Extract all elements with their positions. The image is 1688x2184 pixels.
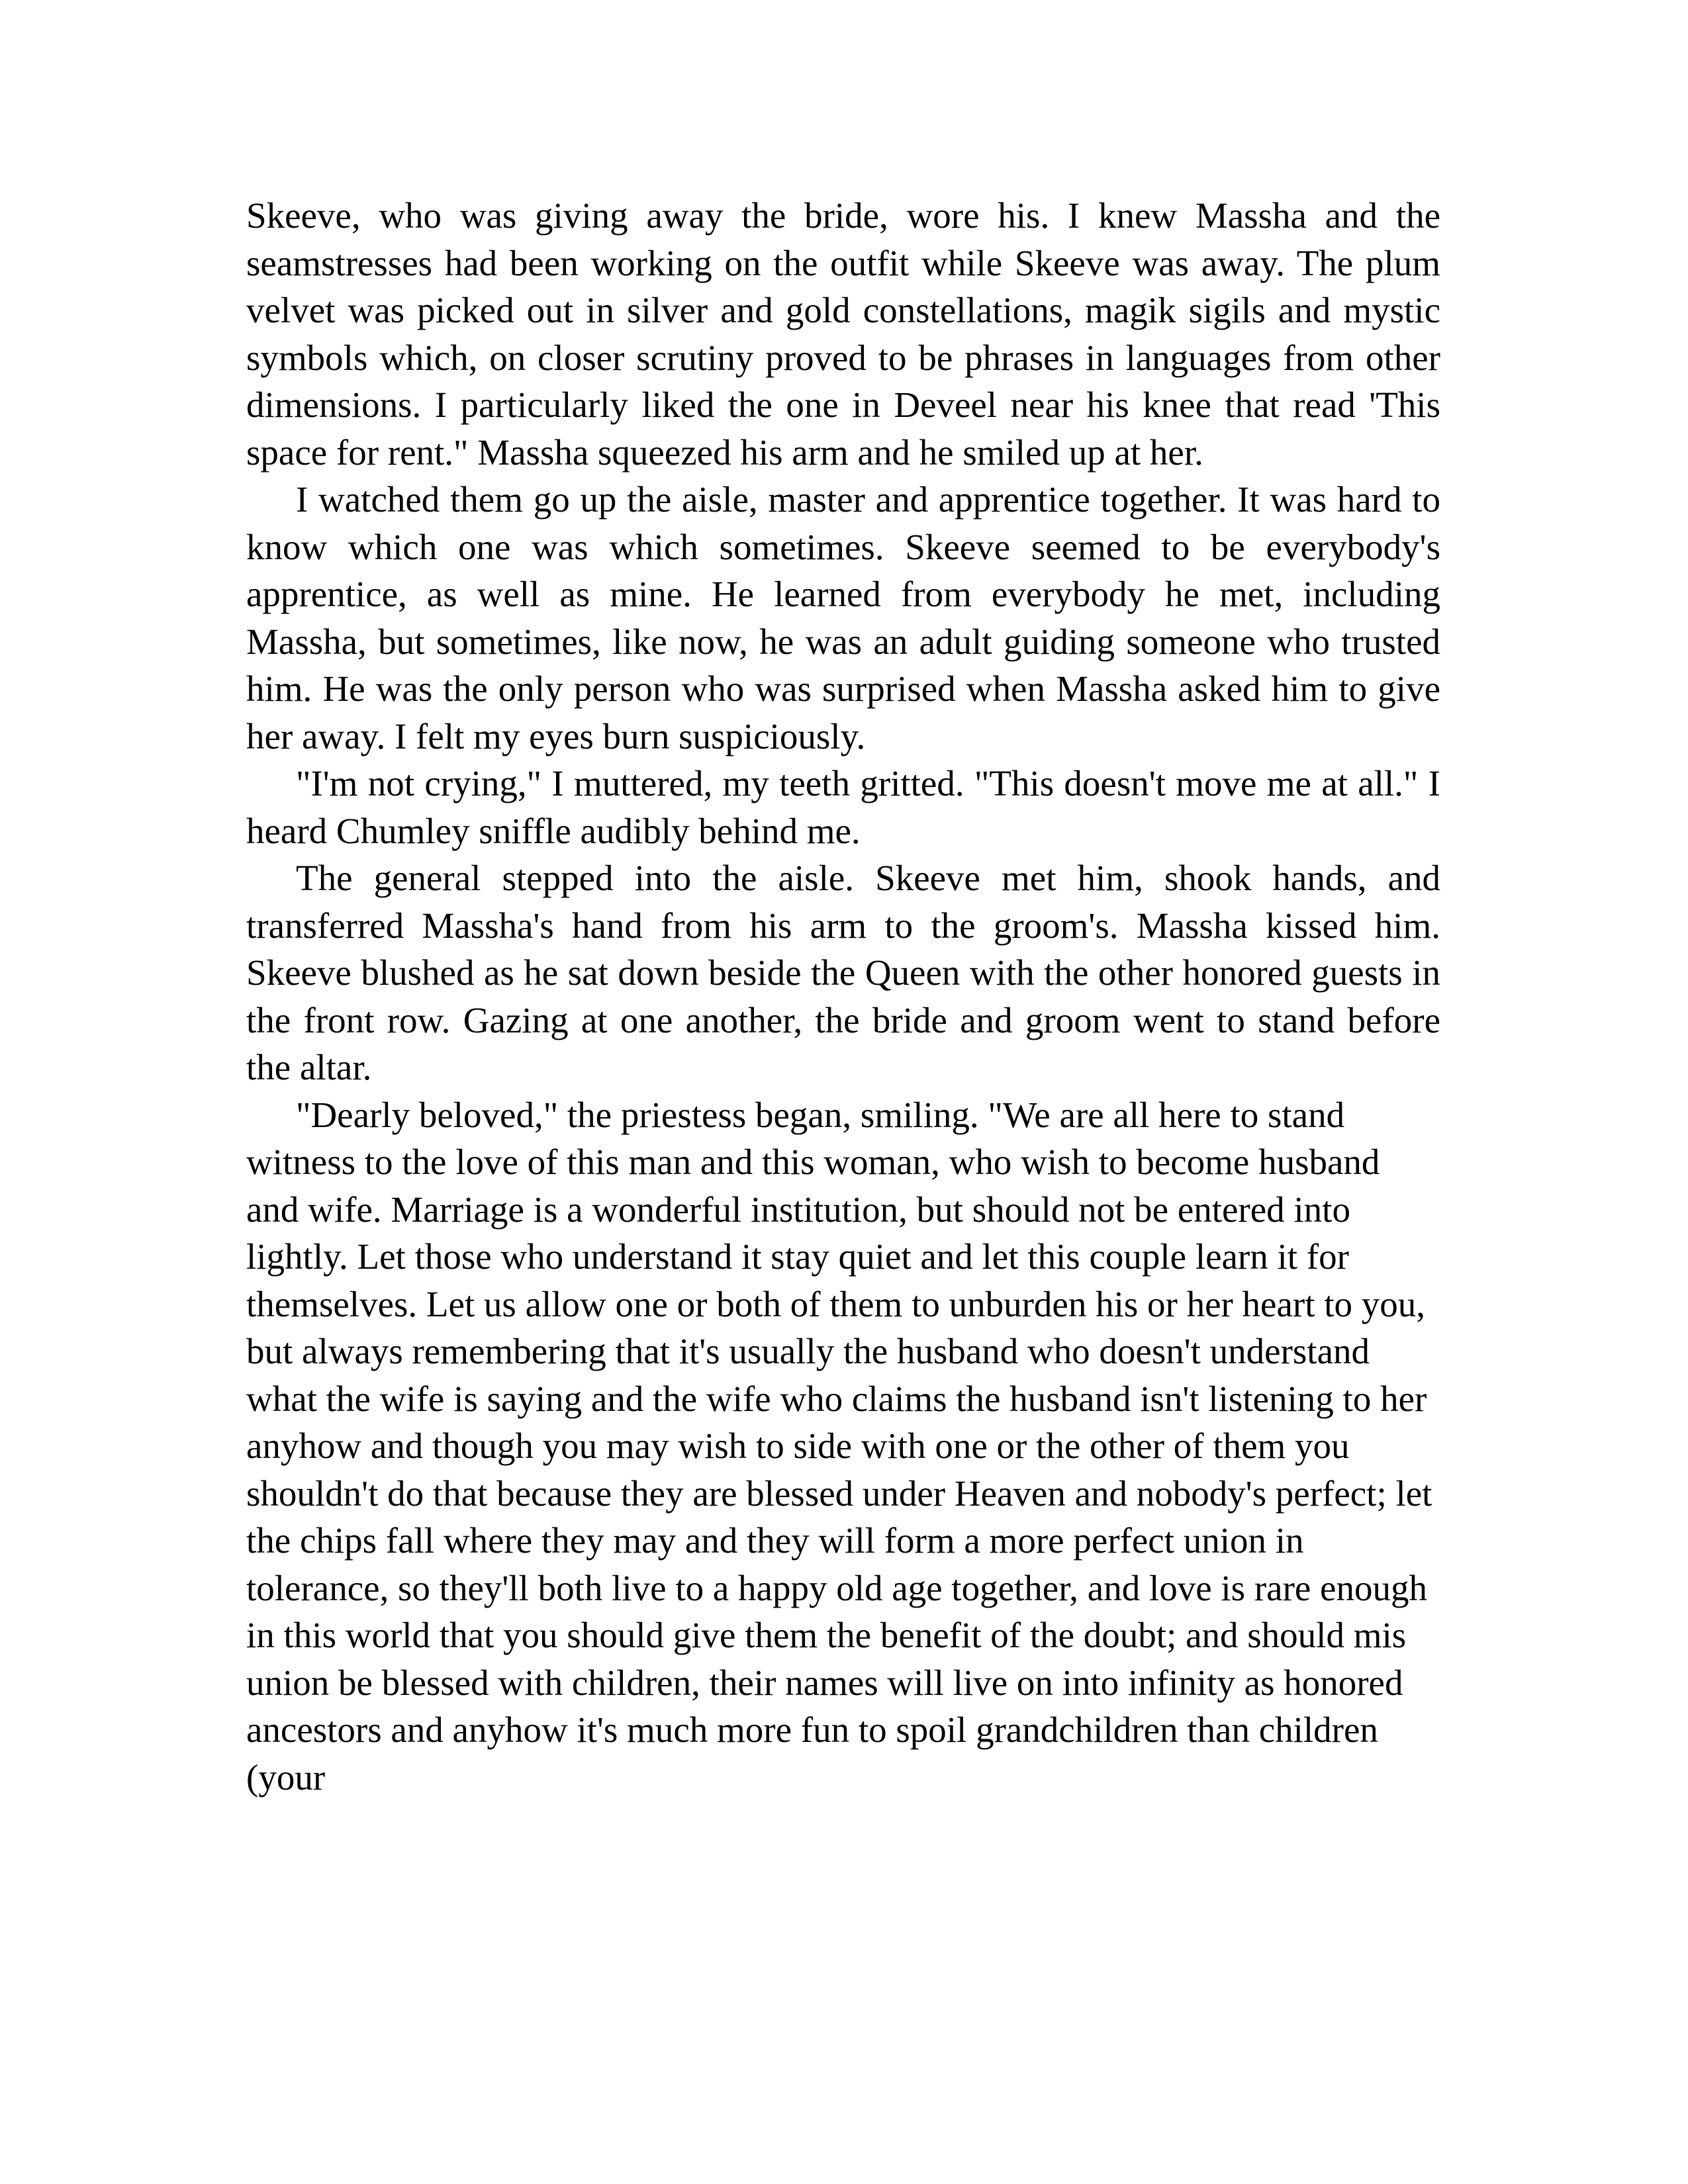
body-text xyxy=(246,192,1440,1801)
paragraph-general-aisle: The general stepped into the aisle. Skeeve met him, shook hands, and transferred Massha's hand from his arm to the groom's. Massha kissed him. Skeeve blushed as he sat down beside the Queen with the other honored guests in the front row. Gazing at one another, the bride and groom went to stand before the altar. xyxy=(246,858,1440,1087)
paragraph-not-crying: "I'm not crying," I muttered, my teeth gritted. "This doesn't move me at all." I heard Chumley sniffle audibly behind me. xyxy=(246,763,1440,851)
paragraph-up-the-aisle: I watched them go up the aisle, master and apprentice together. It was hard to know which one was which sometimes. Skeeve seemed to be everybody's apprentice, as well as mine. He learned from everybody he met, including Massha, but sometimes, like now, he was an adult guiding someone who trusted him. He was the only person who was surprised when Massha asked him to give her away. I felt my eyes burn suspiciously. xyxy=(246,479,1440,756)
paragraph-skeeve-outfit: Skeeve, who was giving away the bride, wore his. I knew Massha and the seamstresses had been working on the outfit while Skeeve was away. The plum velvet was picked out in silver and gold constellations, magik sigils and mystic symbols which, on closer scrutiny proved to be phrases in languages from other dimensions. I particularly liked the one in Deveel near his knee that read 'This space for rent." Massha squeezed his arm and he smiled up at her. xyxy=(246,195,1440,473)
paragraph-priestess-speech: "Dearly beloved," the priestess began, smiling. "We are all here to stand witness to the love of this man and this woman, who wish to become husband and wife. Marriage is a wonderful institution, but should not be entered into lightly. Let those who understand it stay quiet and let this couple learn it for themselves. Let us allow one or both of them to unburden his or her heart to you, but always remembering that it's usually the husband who doesn't understand what the wife is saying and the wife who claims the husband isn't listening to her anyhow and though you may wish to side with one or the other of them you shouldn't do that because they are blessed under Heaven and nobody's perfect; let the chips fall where they may and they will form a more perfect union in tolerance, so they'll both live to a happy old age together, and love is rare enough in this world that you should give them the benefit of the doubt; and should mis union be blessed with children, their names will live on into infinity as honored ancestors and anyhow it's much more fun to spoil grandchildren than children (your xyxy=(246,1094,1432,1797)
